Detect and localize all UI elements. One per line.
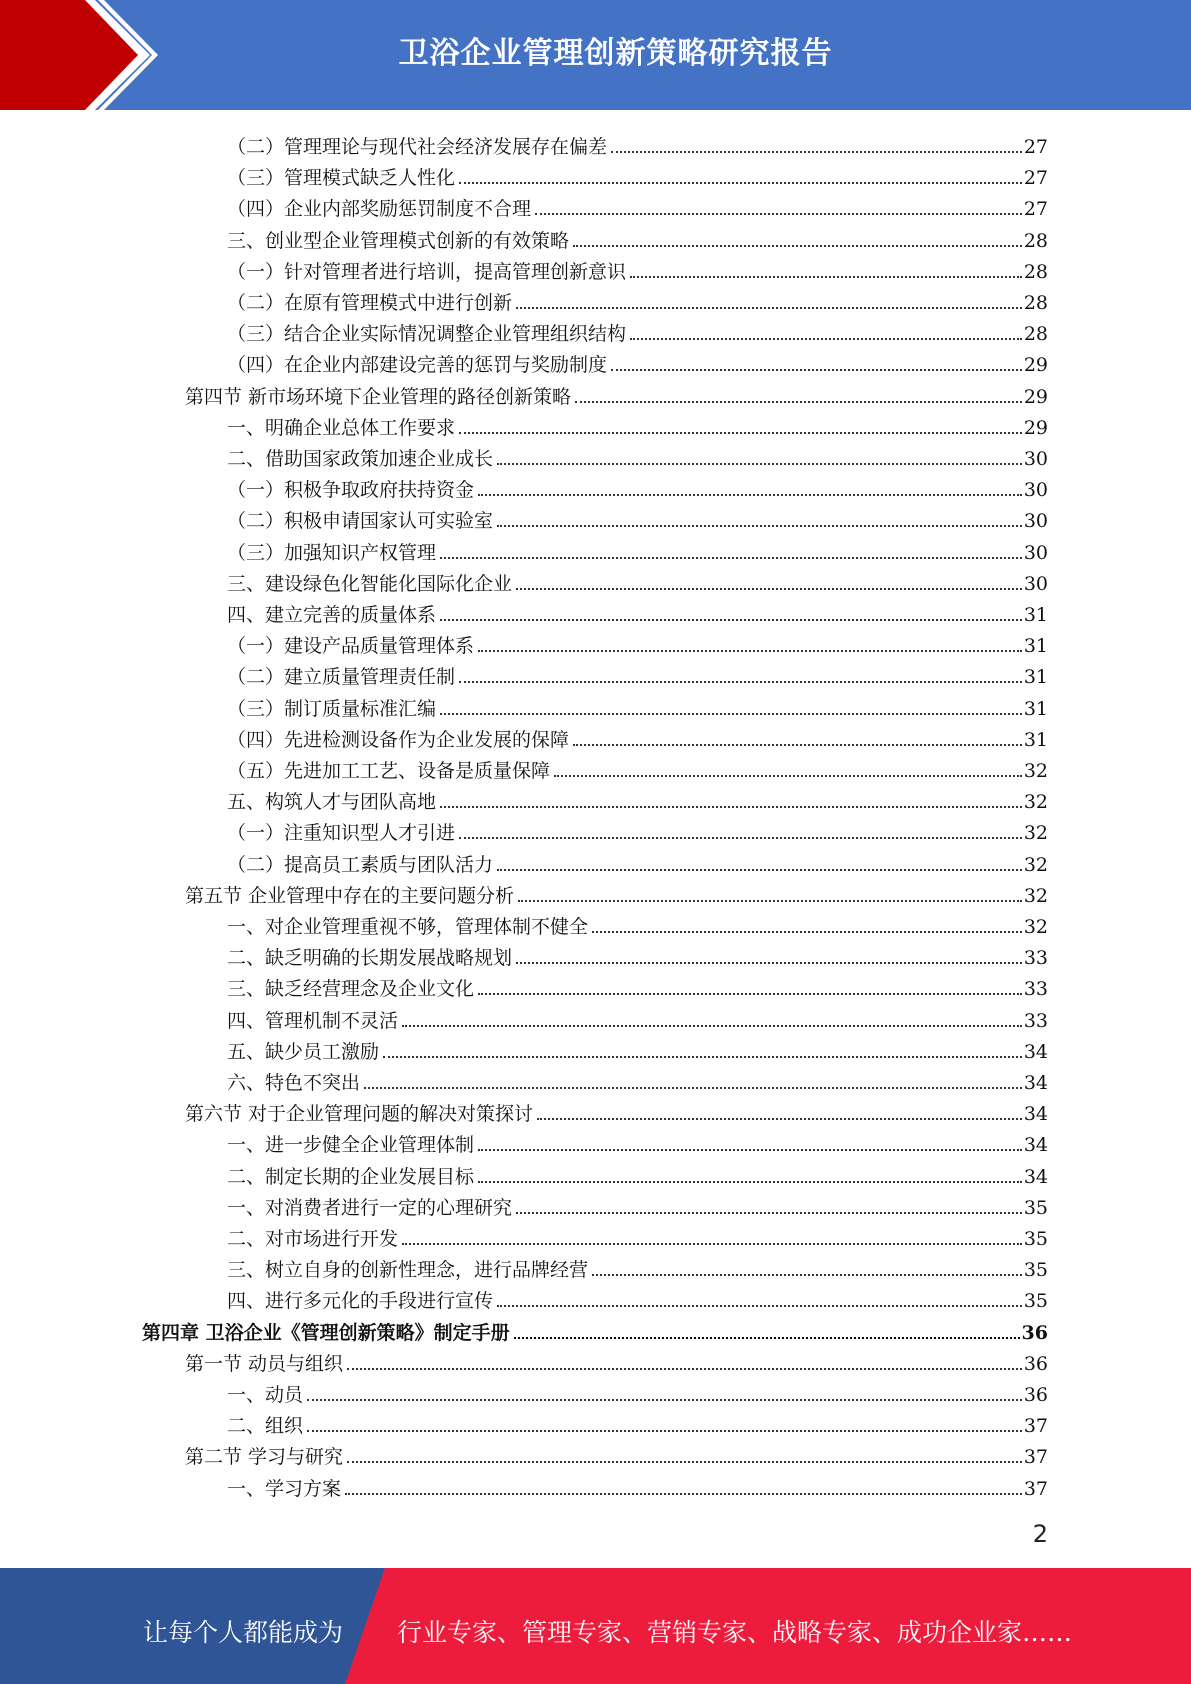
toc-entry-page: 31 xyxy=(1023,666,1048,689)
toc-dot-leader xyxy=(478,650,1022,652)
page-header xyxy=(0,0,1191,110)
toc-dot-leader xyxy=(497,463,1022,465)
toc-dot-leader xyxy=(573,245,1022,247)
toc-dot-leader xyxy=(497,1305,1022,1307)
toc-entry[interactable] xyxy=(227,1282,1048,1313)
toc-entry-page: 36 xyxy=(1023,1352,1048,1375)
toc-dot-leader xyxy=(402,1243,1022,1245)
toc-entry-page: 30 xyxy=(1023,510,1048,533)
toc-dot-leader xyxy=(345,1493,1022,1495)
toc-entry-title: （四）企业内部奖励惩罚制度不合理 xyxy=(227,198,532,221)
toc-dot-leader xyxy=(478,1181,1022,1183)
toc-entry[interactable] xyxy=(227,908,1048,939)
footer-slogan: 让每个人都能成为 xyxy=(143,1618,344,1647)
toc-dot-leader xyxy=(478,993,1022,995)
toc-entry-title: （三）加强知识产权管理 xyxy=(227,541,437,564)
toc-entry[interactable] xyxy=(227,846,1048,877)
toc-dot-leader xyxy=(592,1274,1022,1276)
toc-entry-title: （四）在企业内部建设完善的惩罚与奖励制度 xyxy=(227,354,608,377)
toc-entry-page: 29 xyxy=(1023,354,1048,377)
toc-entry-title: （三）制订质量标准汇编 xyxy=(227,697,437,720)
toc-entry[interactable] xyxy=(227,939,1048,970)
toc-entry[interactable] xyxy=(227,502,1048,533)
toc-entry-page: 34 xyxy=(1023,1165,1048,1188)
toc-entry[interactable] xyxy=(185,1345,1048,1376)
toc-dot-leader xyxy=(611,369,1022,371)
toc-dot-leader xyxy=(459,182,1022,184)
toc-entry-title: （三）结合企业实际情况调整企业管理组织结构 xyxy=(227,323,627,346)
toc-dot-leader xyxy=(554,775,1022,777)
toc-entry-title: 二、组织 xyxy=(227,1415,304,1438)
toc-entry-page: 34 xyxy=(1023,1072,1048,1094)
toc-entry[interactable] xyxy=(227,534,1048,565)
footer-roles: 行业专家、管理专家、营销专家、战略专家、成功企业家…… xyxy=(397,1618,1073,1647)
toc-dot-leader xyxy=(575,401,1022,403)
toc-dot-leader xyxy=(440,806,1022,808)
toc-entry-title: 二、制定长期的企业发展目标 xyxy=(227,1165,475,1188)
toc-dot-leader xyxy=(518,900,1022,902)
toc-entry[interactable] xyxy=(227,627,1048,658)
toc-entry-page: 30 xyxy=(1023,479,1048,502)
toc-entry[interactable] xyxy=(227,658,1048,689)
toc-entry[interactable] xyxy=(227,1376,1048,1407)
toc-entry-page: 27 xyxy=(1023,198,1048,221)
toc-entry[interactable] xyxy=(227,346,1048,377)
toc-entry-title: 第四节 新市场环境下企业管理的路径创新策略 xyxy=(185,385,572,408)
toc-entry-title: （一）积极争取政府扶持资金 xyxy=(227,479,475,502)
toc-entry[interactable] xyxy=(227,1033,1048,1064)
toc-entry-title: （四）先进检测设备作为企业发展的保障 xyxy=(227,728,570,751)
toc-entry-page: 32 xyxy=(1023,822,1048,845)
toc-dot-leader xyxy=(459,681,1022,683)
toc-entry[interactable] xyxy=(227,1220,1048,1251)
toc-entry-title: 一、动员 xyxy=(227,1384,304,1406)
toc-entry-title: 一、对企业管理重视不够，管理体制不健全 xyxy=(227,916,589,938)
toc-entry-page: 35 xyxy=(1023,1259,1048,1282)
toc-entry-title: 一、明确企业总体工作要求 xyxy=(227,416,456,439)
toc-dot-leader xyxy=(478,494,1022,496)
toc-entry[interactable] xyxy=(227,1002,1048,1033)
toc-entry-title: 一、进一步健全企业管理体制 xyxy=(227,1134,475,1157)
toc-entry-title: （二）积极申请国家认可实验室 xyxy=(227,510,494,533)
toc-entry-page: 28 xyxy=(1023,229,1048,252)
toc-entry[interactable] xyxy=(227,1126,1048,1157)
toc-entry[interactable] xyxy=(227,222,1048,253)
toc-entry[interactable] xyxy=(227,1189,1048,1220)
toc-entry-page: 29 xyxy=(1023,416,1048,439)
toc-entry-title: 一、对消费者进行一定的心理研究 xyxy=(227,1196,513,1219)
toc-entry-title: 三、建设绿色化智能化国际化企业 xyxy=(227,572,513,595)
toc-dot-leader xyxy=(440,713,1022,715)
toc-entry[interactable] xyxy=(185,1095,1048,1126)
toc-entry-title: （二）建立质量管理责任制 xyxy=(227,666,456,689)
toc-entry-title: 四、进行多元化的手段进行宣传 xyxy=(227,1290,494,1313)
toc-entry-page: 32 xyxy=(1023,760,1048,782)
toc-entry-title: （一）建设产品质量管理体系 xyxy=(227,635,475,658)
toc-dot-leader xyxy=(630,338,1022,340)
toc-entry-page: 33 xyxy=(1023,978,1048,1001)
toc-entry-page: 28 xyxy=(1023,292,1048,314)
toc-entry-title: 五、构筑人才与团队高地 xyxy=(227,791,437,814)
toc-dot-leader xyxy=(516,307,1022,309)
toc-entry[interactable] xyxy=(227,690,1048,721)
toc-entry-title: （二）在原有管理模式中进行创新 xyxy=(227,292,513,314)
toc-entry-page: 32 xyxy=(1023,884,1048,907)
toc-entry[interactable] xyxy=(227,783,1048,814)
toc-dot-leader xyxy=(440,619,1022,621)
toc-entry-page: 34 xyxy=(1023,1103,1048,1126)
page-number: 2 xyxy=(1032,1520,1048,1548)
toc-entry[interactable] xyxy=(227,1158,1048,1189)
toc-entry-page: 34 xyxy=(1023,1134,1048,1157)
toc-entry-page: 31 xyxy=(1023,604,1048,626)
toc-entry-page: 27 xyxy=(1023,136,1048,158)
toc-entry[interactable] xyxy=(227,315,1048,346)
toc-entry-page: 36 xyxy=(1021,1321,1048,1344)
toc-dot-leader xyxy=(364,1087,1022,1089)
toc-entry-page: 35 xyxy=(1023,1228,1048,1250)
toc-entry-title: （一）针对管理者进行培训，提高管理创新意识 xyxy=(227,260,627,283)
toc-entry-page: 33 xyxy=(1023,1009,1048,1032)
toc-dot-leader xyxy=(347,1368,1022,1370)
toc-entry-page: 36 xyxy=(1023,1384,1048,1406)
toc-entry-title: 六、特色不突出 xyxy=(227,1072,361,1094)
toc-dot-leader xyxy=(440,557,1022,559)
toc-entry-title: 五、缺少员工激励 xyxy=(227,1040,380,1063)
toc-entry[interactable] xyxy=(185,378,1048,409)
toc-dot-leader xyxy=(402,1025,1022,1027)
toc-entry[interactable] xyxy=(227,1470,1048,1501)
toc-entry-page: 28 xyxy=(1023,323,1048,346)
toc-entry[interactable] xyxy=(142,1314,1048,1345)
toc-dot-leader xyxy=(573,744,1022,746)
toc-entry-page: 27 xyxy=(1023,167,1048,190)
toc-dot-leader xyxy=(516,588,1022,590)
toc-entry-page: 30 xyxy=(1023,572,1048,595)
toc-dot-leader xyxy=(497,525,1022,527)
toc-entry[interactable] xyxy=(227,565,1048,596)
toc-entry-page: 37 xyxy=(1023,1477,1048,1500)
toc-entry-page: 32 xyxy=(1023,791,1048,814)
toc-dot-leader xyxy=(516,962,1022,964)
toc-dot-leader xyxy=(611,151,1022,153)
toc-entry[interactable] xyxy=(227,814,1048,845)
toc-dot-leader xyxy=(383,1056,1022,1058)
toc-entry-title: 三、缺乏经营理念及企业文化 xyxy=(227,978,475,1001)
toc-entry[interactable] xyxy=(227,596,1048,627)
toc-dot-leader xyxy=(537,1118,1022,1120)
toc-entry[interactable] xyxy=(227,128,1048,159)
toc-entry-title: 第五节 企业管理中存在的主要问题分析 xyxy=(185,884,515,907)
toc-entry-page: 37 xyxy=(1023,1446,1048,1469)
toc-entry[interactable] xyxy=(185,1438,1048,1469)
toc-entry[interactable] xyxy=(227,1251,1048,1282)
toc-dot-leader xyxy=(592,931,1022,933)
toc-entry-title: 第六节 对于企业管理问题的解决对策探讨 xyxy=(185,1103,534,1126)
toc-entry[interactable] xyxy=(227,1407,1048,1438)
toc-entry-page: 32 xyxy=(1023,916,1048,938)
toc-dot-leader xyxy=(478,1149,1022,1151)
toc-entry-page: 32 xyxy=(1023,853,1048,876)
toc-entry[interactable] xyxy=(227,970,1048,1001)
toc-dot-leader xyxy=(630,276,1022,278)
toc-entry-title: 三、树立自身的创新性理念，进行品牌经营 xyxy=(227,1259,589,1282)
toc-entry[interactable] xyxy=(227,159,1048,190)
toc-entry-page: 37 xyxy=(1023,1415,1048,1438)
toc-entry-title: 二、缺乏明确的长期发展战略规划 xyxy=(227,947,513,970)
toc-entry-title: 四、建立完善的质量体系 xyxy=(227,604,437,626)
toc-entry-page: 29 xyxy=(1023,385,1048,408)
toc-entry[interactable] xyxy=(227,253,1048,284)
toc-entry-title: 第四章 卫浴企业《管理创新策略》制定手册 xyxy=(142,1321,510,1344)
toc-entry-page: 34 xyxy=(1023,1040,1048,1063)
toc-entry-title: 第二节 学习与研究 xyxy=(185,1446,344,1469)
toc-entry-page: 31 xyxy=(1023,728,1048,751)
toc-entry[interactable] xyxy=(227,471,1048,502)
toc-entry-title: （一）注重知识型人才引进 xyxy=(227,822,456,845)
toc-dot-leader xyxy=(514,1337,1020,1339)
toc-entry-title: （二）管理理论与现代社会经济发展存在偏差 xyxy=(227,136,608,158)
toc-entry[interactable] xyxy=(227,1064,1048,1095)
toc-dot-leader xyxy=(497,869,1022,871)
toc-dot-leader xyxy=(535,213,1022,215)
toc-dot-leader xyxy=(347,1461,1022,1463)
toc-entry-title: 二、对市场进行开发 xyxy=(227,1228,399,1250)
toc-dot-leader xyxy=(307,1399,1022,1401)
toc-entry-title: 四、管理机制不灵活 xyxy=(227,1009,399,1032)
header-title: 卫浴企业管理创新策略研究报告 xyxy=(398,36,833,71)
toc-entry[interactable] xyxy=(227,752,1048,783)
toc-entry-page: 33 xyxy=(1023,947,1048,970)
toc-entry-page: 31 xyxy=(1023,635,1048,658)
toc-entry-page: 35 xyxy=(1023,1196,1048,1219)
toc-entry-page: 30 xyxy=(1023,541,1048,564)
toc-entry-title: （五）先进加工工艺、设备是质量保障 xyxy=(227,760,551,782)
toc-entry-title: 二、借助国家政策加速企业成长 xyxy=(227,448,494,470)
toc-entry-title: 三、创业型企业管理模式创新的有效策略 xyxy=(227,229,570,252)
toc-entry-page: 35 xyxy=(1023,1290,1048,1313)
toc-entry[interactable] xyxy=(227,409,1048,440)
toc-entry[interactable] xyxy=(227,190,1048,221)
toc-entry-page: 31 xyxy=(1023,697,1048,720)
toc-entry[interactable] xyxy=(227,284,1048,315)
toc-dot-leader xyxy=(516,1212,1022,1214)
toc-entry[interactable] xyxy=(227,721,1048,752)
toc-entry-title: （二）提高员工素质与团队活力 xyxy=(227,853,494,876)
toc-entry[interactable] xyxy=(185,877,1048,908)
toc-entry-title: （三）管理模式缺乏人性化 xyxy=(227,167,456,190)
toc-entry-page: 30 xyxy=(1023,448,1048,470)
toc-dot-leader xyxy=(307,1430,1022,1432)
toc-entry-title: 第一节 动员与组织 xyxy=(185,1352,344,1375)
toc-dot-leader xyxy=(459,432,1022,434)
toc-dot-leader xyxy=(459,837,1022,839)
page-footer xyxy=(0,1568,1191,1684)
toc-entry[interactable] xyxy=(227,440,1048,471)
toc-entry-page: 28 xyxy=(1023,260,1048,283)
toc-entry-title: 一、学习方案 xyxy=(227,1477,342,1500)
